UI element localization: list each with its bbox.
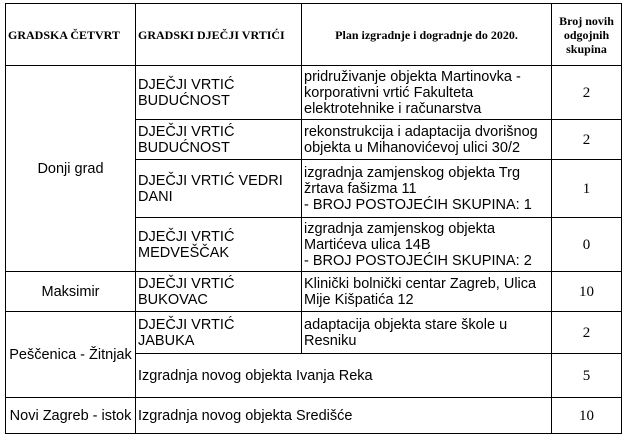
plan-line: - BROJ POSTOJEĆIH SKUPINA: 2 [304,252,532,269]
header-row [6,4,622,66]
kindergarten-line: DJEČJI VRTIĆ [138,228,235,245]
plan-line: izgradnja zamjenskog objekta [304,220,496,237]
plan-line: - BROJ POSTOJEĆIH SKUPINA: 1 [304,196,532,213]
quarter-pescenica: Peščenica - Žitnjak [6,312,136,398]
kindergarten-cell [136,218,302,272]
header-groups-line: Broj novih [559,13,614,28]
header-kindergarten: GRADSKI DJEČJI VRTIĆI [136,4,302,66]
kindergarten-cell [136,160,302,218]
kindergarten-line: BUDUĆNOST [138,92,230,109]
kindergarten-cell [136,66,302,120]
table-row [6,398,622,434]
kindergarten-line: JABUKA [138,332,195,349]
merged-plan-cell: Izgradnja novog objekta Ivanja Reka [136,354,552,398]
plan-cell [302,160,552,218]
groups-cell: 0 [552,218,622,272]
kindergarten-cell [136,120,302,160]
header-groups-line: odgojnih [563,27,610,42]
quarter-novi-zagreb: Novi Zagreb - istok [6,398,136,434]
kindergarten-cell [136,272,302,312]
groups-cell: 10 [552,272,622,312]
kindergarten-line: DJEČJI VRTIĆ [138,316,235,333]
header-plan: Plan izgradnje i dogradnje do 2020. [302,4,552,66]
plan-line: pridruživanje objekta Martinovka - [304,68,521,85]
groups-cell: 1 [552,160,622,218]
header-groups-line: skupina [566,41,607,56]
plan-line: Resniku [304,332,357,349]
plan-line: korporativni vrtić Fakulteta [304,84,474,101]
table-row [6,66,622,120]
kindergarten-line: DJEČJI VRTIĆ VEDRI [138,172,283,189]
kindergarten-line: BUDUĆNOST [138,139,230,156]
kindergarten-line: MEDVEŠČAK [138,244,230,261]
plan-line: objekta u Mihanovićevoj ulici 30/2 [304,139,521,156]
plan-line: adaptacija objekta stare škole u [304,316,508,333]
plan-cell [302,312,552,354]
plan-cell [302,218,552,272]
quarter-donji-grad: Donji grad [6,66,136,272]
plan-cell [302,272,552,312]
plan-cell [302,66,552,120]
plan-line: Martićeva ulica 14B [304,236,431,253]
table-row [6,312,622,354]
kindergarten-line: DANI [138,188,173,205]
merged-plan-cell: Izgradnja novog objekta Središće [136,398,552,434]
kindergarten-line: BUKOVAC [138,291,208,308]
header-groups [552,4,622,66]
kindergarten-cell [136,312,302,354]
plan-line: žrtava fašizma 11 [304,180,417,197]
kindergarten-line: DJEČJI VRTIĆ [138,275,235,292]
quarter-maksimir: Maksimir [6,272,136,312]
kindergarten-line: DJEČJI VRTIĆ [138,123,235,140]
plan-line: izgradnja zamjenskog objekta Trg [304,164,521,181]
plan-line: elektrotehnike i računarstva [304,100,482,117]
plan-cell [302,120,552,160]
groups-cell: 2 [552,66,622,120]
groups-cell: 2 [552,312,622,354]
plan-line: Klinički bolnički centar Zagreb, Ulica [304,275,537,292]
header-quarter: GRADSKA ČETVRT [6,4,136,66]
groups-cell: 2 [552,120,622,160]
groups-cell: 10 [552,398,622,434]
construction-plan-table [5,3,622,434]
plan-line: rekonstrukcija i adaptacija dvorišnog [304,123,538,140]
kindergarten-line: DJEČJI VRTIĆ [138,76,235,93]
groups-cell: 5 [552,354,622,398]
plan-line: Mije Kišpatića 12 [304,291,414,308]
table-row [6,272,622,312]
